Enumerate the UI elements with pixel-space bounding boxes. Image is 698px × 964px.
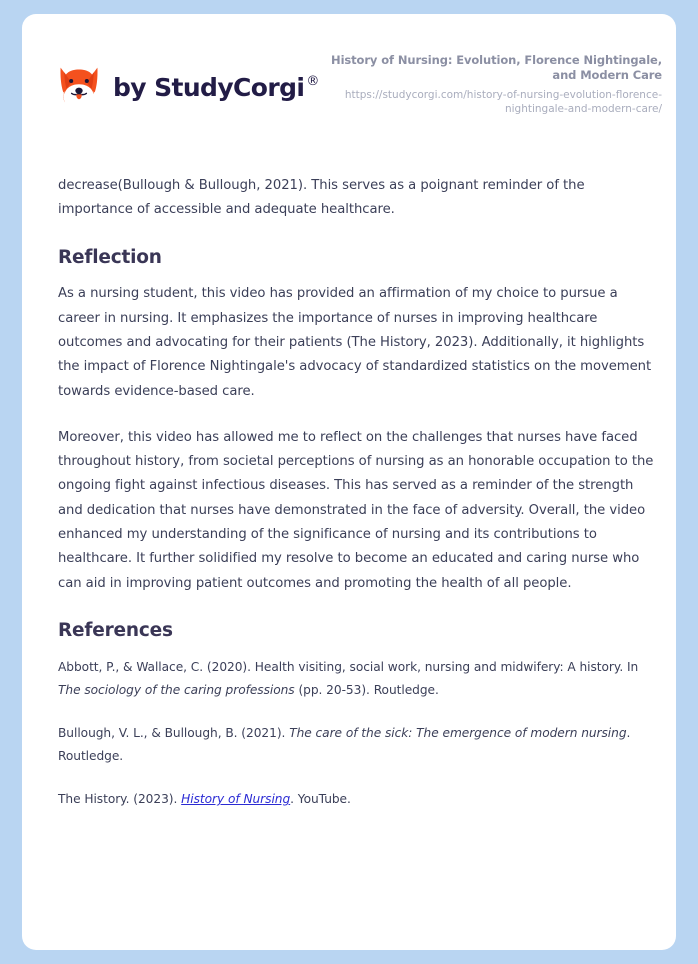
section-heading-references: References — [58, 619, 173, 641]
intro-paragraph: decrease(Bullough & Bullough, 2021). This serves as a poignant reminder of the importance of accessible and adequate healthcare. — [58, 178, 585, 218]
page-title: History of Nursing: Evolution, Florence Nightingale, and Modern Care — [331, 52, 662, 83]
document-header — [22, 14, 676, 146]
corgi-face-logo-icon — [56, 64, 102, 110]
reference-text-lead: The History. (2023). — [58, 792, 182, 807]
reflection-paragraph-1: As a nursing student, this video has provided an affirmation of my choice to pursue a career in nursing. It emphasizes the importance of nurses in improving healthcare outcomes and advocating for their patients (The History, 2023). Additionally, it highlights the impact of Florence Nightingale's advocacy of standardized statistics on the movement towards evidence-based care. — [58, 286, 652, 399]
reference-item-1 — [58, 656, 654, 702]
source-url[interactable]: https://studycorgi.com/history-of-nursing-evolution-florence-nightingale-and-modern-care/ — [344, 89, 662, 116]
reference-text-tail: . Routledge. — [58, 726, 631, 764]
section-heading-reflection: Reflection — [58, 246, 162, 268]
reference-item-2 — [58, 722, 654, 768]
brand-name — [113, 73, 317, 102]
reference-link-history-of-nursing[interactable]: History of Nursing — [181, 792, 291, 807]
reflection-paragraph-2: Moreover, this video has allowed me to reflect on the challenges that nurses have faced throughout history, from societal perceptions of nursing as an honorable occupation to the ongoing fight against infectious diseases. This has served as a reminder of the strength and dedication that nurses have demonstrated in the face of adversity. Overall, the video enhanced my understanding of the significance of nursing and its contributions to healthcare. It further solidified my resolve to become an educated and caring nurse who can aid in improving patient outcomes and promoting the health of all people. — [58, 429, 654, 591]
brand-lockup — [56, 64, 317, 110]
reference-text-lead: Abbott, P., & Wallace, C. (2020). Health visiting, social work, nursing and midwifery: A history. In — [58, 659, 639, 674]
reference-title-italic: The sociology of the caring professions — [58, 682, 295, 697]
reference-text-tail: . YouTube. — [290, 792, 351, 807]
document-meta — [317, 53, 662, 117]
brand-name-label: by StudyCorgi — [113, 72, 305, 102]
reference-text-tail: (pp. 20-53). Routledge. — [294, 682, 439, 697]
document-content — [58, 174, 654, 832]
document-page — [22, 14, 676, 950]
reference-title-italic: The care of the sick: The emergence of modern nursing — [289, 726, 627, 741]
reference-item-3 — [58, 788, 654, 811]
registered-trademark-icon: ® — [306, 73, 319, 89]
reference-text-lead: Bullough, V. L., & Bullough, B. (2021). — [58, 726, 290, 741]
